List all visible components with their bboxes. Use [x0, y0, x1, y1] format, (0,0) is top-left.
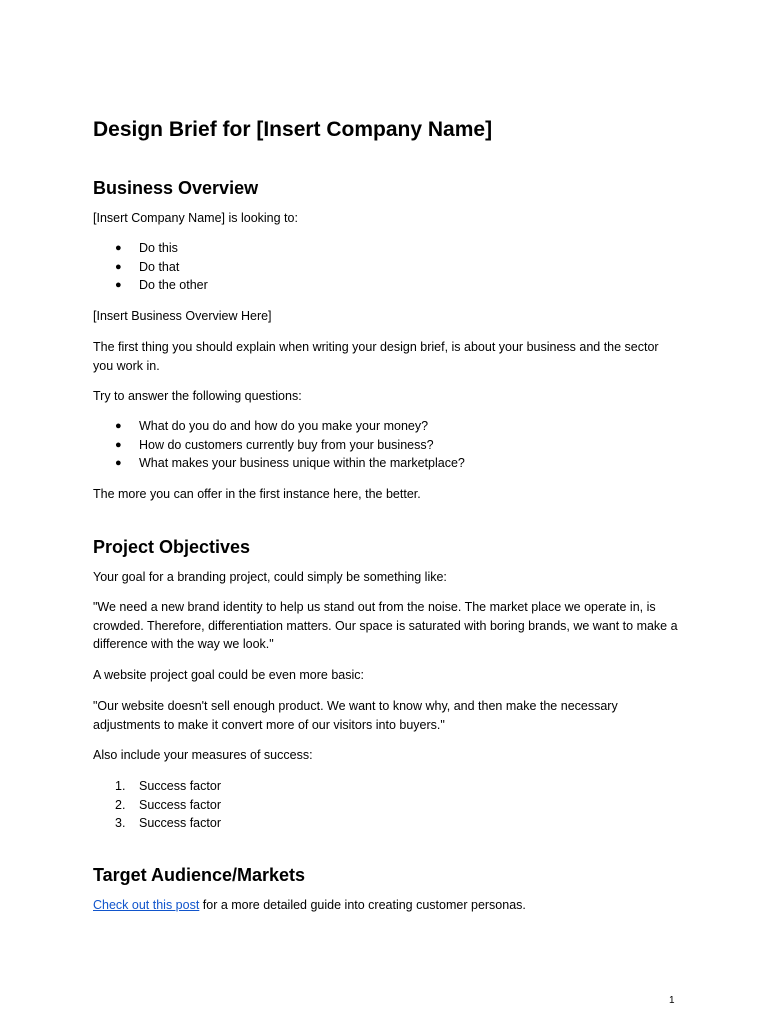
- document-title: Design Brief for [Insert Company Name]: [93, 118, 493, 141]
- link-suffix-text: for a more detailed guide into creating customer personas.: [199, 898, 526, 912]
- business-overview-intro: [Insert Company Name] is looking to:: [93, 211, 298, 225]
- list-item: [93, 777, 221, 796]
- list-item-label: Do this: [139, 241, 178, 255]
- list-item: [93, 258, 208, 277]
- questions-list: [93, 417, 465, 473]
- list-item-label: Do the other: [139, 278, 208, 292]
- business-overview-heading: Business Overview: [93, 178, 259, 198]
- bullet-icon: ●: [115, 438, 122, 451]
- check-out-post-link[interactable]: Check out this post: [93, 898, 200, 912]
- list-number: 2.: [115, 797, 126, 812]
- measures-intro: Also include your measures of success:: [93, 748, 313, 762]
- target-audience-paragraph: [93, 896, 678, 915]
- list-item-label: What do you do and how do you make your money?: [139, 419, 429, 433]
- questions-intro: Try to answer the following questions:: [93, 389, 302, 403]
- overview-placeholder: [Insert Business Overview Here]: [93, 309, 272, 323]
- bullet-icon: ●: [115, 457, 122, 469]
- list-item: [93, 436, 465, 455]
- website-intro: A website project goal could be even more basic:: [93, 668, 364, 682]
- list-item: [93, 417, 465, 436]
- list-item-label: Success factor: [139, 797, 221, 812]
- list-item-label: Success factor: [139, 779, 221, 793]
- page-number: 1: [669, 995, 675, 1006]
- list-item: [93, 796, 221, 815]
- bullet-icon: ●: [115, 260, 122, 273]
- bullet-icon: ●: [115, 279, 122, 291]
- success-factors-list: [93, 777, 221, 833]
- project-objectives-heading: Project Objectives: [93, 537, 251, 557]
- explain-paragraph: The first thing you should explain when writing your design brief, is about your business and the sector you work in.: [93, 340, 659, 373]
- list-number: 3.: [115, 816, 126, 830]
- list-item: [93, 814, 221, 833]
- bullet-icon: ●: [115, 242, 122, 254]
- list-item-label: Do that: [139, 259, 180, 274]
- list-item-label: Success factor: [139, 816, 221, 830]
- list-item: [93, 454, 465, 473]
- list-item-label: How do customers currently buy from your business?: [139, 437, 434, 452]
- list-item: [93, 239, 208, 258]
- list-item: [93, 276, 208, 295]
- business-overview-closing: The more you can offer in the first instance here, the better.: [93, 487, 421, 501]
- business-goals-list: [93, 239, 208, 295]
- website-quote: "Our website doesn't sell enough product. We want to know why, and then make the necessary adjustments to make it convert more of our visitors into buyers.": [93, 699, 618, 732]
- target-audience-heading: Target Audience/Markets: [93, 865, 306, 885]
- list-number: 1.: [115, 779, 126, 793]
- branding-quote: "We need a new brand identity to help us stand out from the noise. The market place we operate in, is crowded. Therefore, differentiation matters. Our space is saturated with boring brands, we want to make a difference with the way we look.": [93, 600, 678, 651]
- bullet-icon: ●: [115, 420, 122, 432]
- branding-intro: Your goal for a branding project, could simply be something like:: [93, 570, 447, 584]
- list-item-label: What makes your business unique within the marketplace?: [139, 456, 465, 470]
